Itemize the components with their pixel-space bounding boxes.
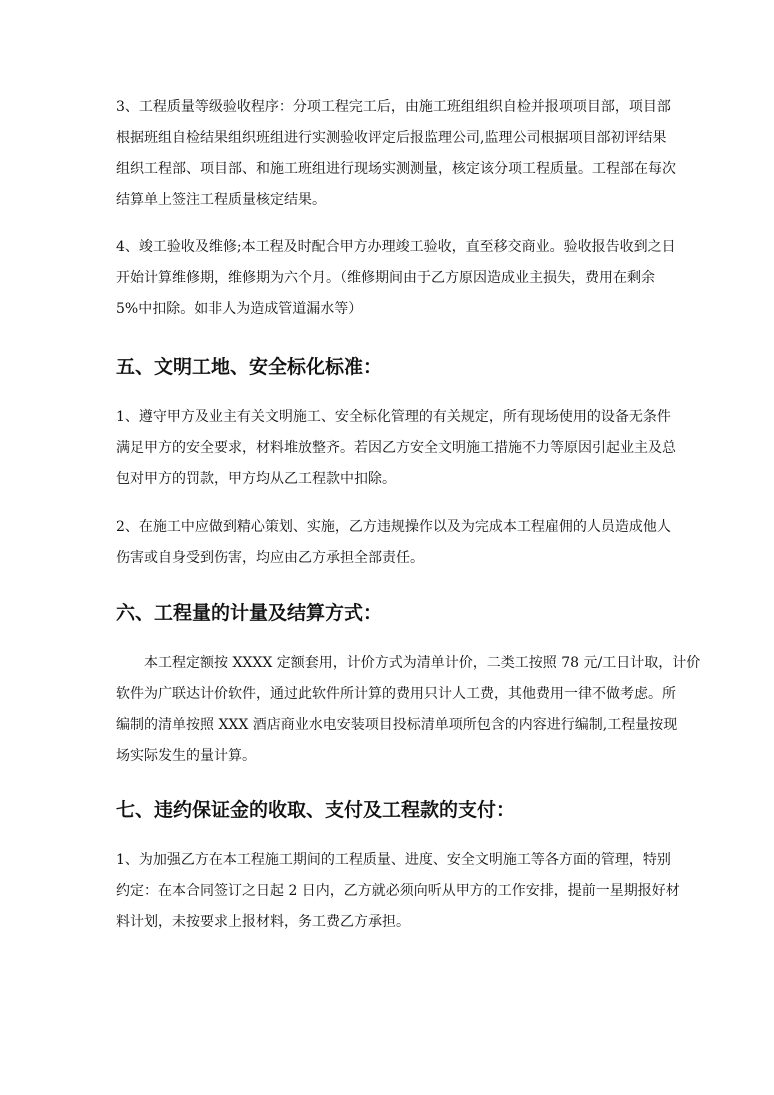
text-line: 根据班组自检结果组织班组进行实测验收评定后报监理公司,监理公司根据项目部初评结果 <box>116 130 667 146</box>
paragraph-measurement-settlement <box>116 648 701 772</box>
paragraph-civilized-site-2 <box>116 512 671 574</box>
text-line: 编制的清单按照 XXX 酒店商业水电安装项目投标清单项所包含的内容进行编制,工程量按现 <box>116 717 678 733</box>
text-line: 1、为加强乙方在本工程施工期间的工程质量、进度、安全文明施工等各方面的管理，特别 <box>116 852 671 868</box>
text-line: 伤害或自身受到伤害，均应由乙方承担全部责任。 <box>116 550 424 566</box>
section-heading-5: 五、文明工地、安全标化标准： <box>116 356 383 378</box>
section-heading-7: 七、违约保证金的收取、支付及工程款的支付： <box>116 799 516 821</box>
text-line: 包对甲方的罚款，甲方均从乙工程款中扣除。 <box>116 471 396 487</box>
text-line: 组织工程部、项目部、和施工班组进行现场实测测量，核定该分项工程质量。工程部在每次 <box>116 161 676 177</box>
text-line: 满足甲方的安全要求，材料堆放整齐。若因乙方安全文明施工措施不力等原因引起业主及总 <box>116 440 676 456</box>
text-line: 2、在施工中应做到精心策划、实施，乙方违规操作以及为完成本工程雇佣的人员造成他人 <box>116 519 671 535</box>
text-line: 结算单上签注工程质量核定结果。 <box>116 192 326 208</box>
text-line: 1、遵守甲方及业主有关文明施工、安全标化管理的有关规定，所有现场使用的设备无条件 <box>116 409 671 425</box>
text-line: 场实际发生的量计算。 <box>116 748 256 764</box>
text-line: 5%中扣除。如非人为造成管道漏水等） <box>116 301 363 317</box>
paragraph-civilized-site-1 <box>116 402 676 495</box>
text-line: 料计划，未按要求上报材料，务工费乙方承担。 <box>116 914 410 930</box>
text-line: 4、竣工验收及维修;本工程及时配合甲方办理竣工验收，直至移交商业。验收报告收到之日 <box>116 239 676 255</box>
text-line: 约定：在本合同签订之日起 2 日内，乙方就必须向听从甲方的工作安排，提前一星期报好材 <box>116 883 680 899</box>
text-line: 3、工程质量等级验收程序：分项工程完工后，由施工班组组织自检并报项项目部，项目部 <box>116 99 671 115</box>
text-line: 本工程定额按 XXXX 定额套用，计价方式为清单计价，二类工按照 78 元/工日计取，计价 <box>144 655 701 671</box>
text-line: 软件为广联达计价软件，通过此软件所计算的费用只计人工费，其他费用一律不做考虑。所 <box>116 686 676 702</box>
section-heading-6: 六、工程量的计量及结算方式： <box>116 602 383 624</box>
paragraph-completion-maintenance <box>116 232 676 325</box>
paragraph-quality-acceptance <box>116 92 676 216</box>
text-line: 开始计算维修期，维修期为六个月。（维修期间由于乙方原因造成业主损失，费用在剩余 <box>116 270 655 286</box>
paragraph-deposit-1 <box>116 845 680 938</box>
